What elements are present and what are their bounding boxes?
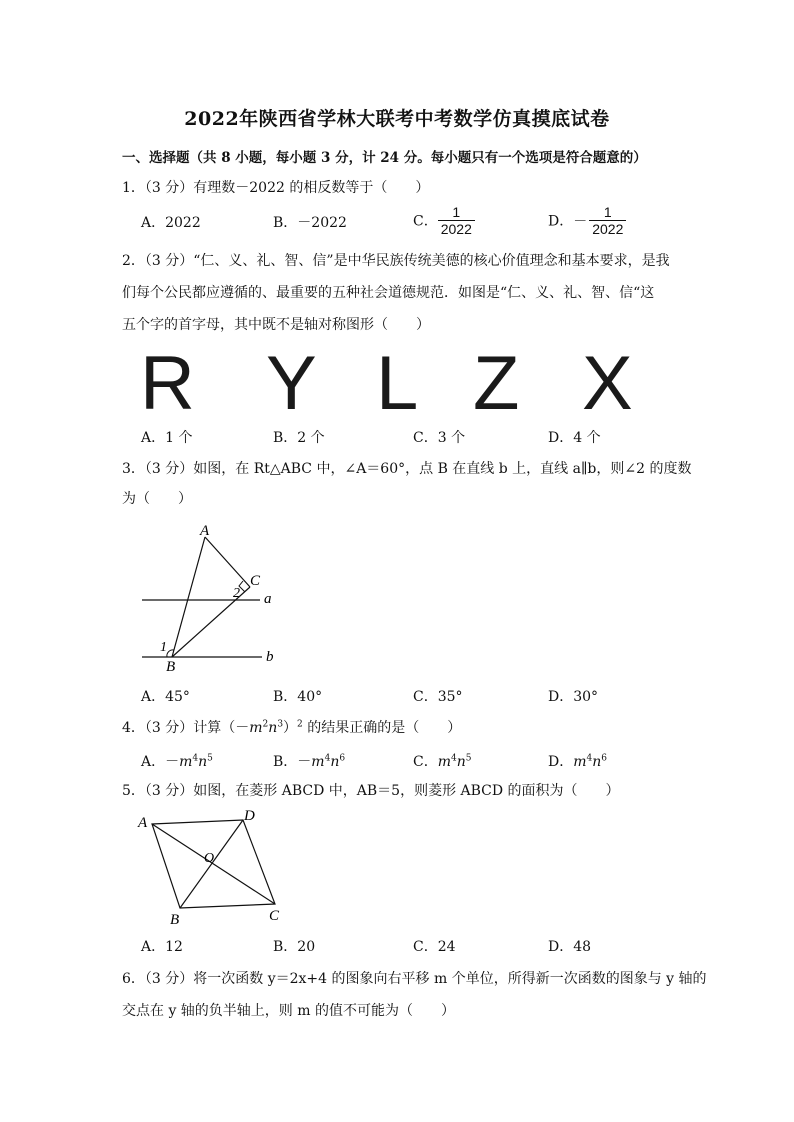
question-6-line-1: 6．（3 分）将一次函数 y＝2x+4 的图象向右平移 m 个单位，所得新一次函数的图象与 y 轴的 — [122, 971, 707, 987]
var-m: m — [573, 754, 587, 770]
q3-triangle-figure — [130, 515, 300, 675]
q3-option-a: A．45° — [141, 689, 190, 705]
label-angle-2: 2 — [233, 586, 240, 601]
q2-option-a: A．1 个 — [141, 430, 193, 446]
section-heading: 一、选择题（共 8 小题，每小题 3 分，计 24 分。每小题只有一个选项是符合题意的） — [122, 150, 647, 166]
exponent: 5 — [465, 753, 472, 764]
q1-option-d-fraction — [589, 204, 626, 237]
exponent: 6 — [601, 753, 608, 764]
var-n: n — [198, 754, 208, 770]
side-ab — [172, 537, 205, 657]
letter-r: R — [140, 341, 195, 426]
exponent: 5 — [207, 753, 213, 764]
option-label: D． — [548, 754, 574, 770]
q3-option-c: C．35° — [413, 689, 463, 705]
q5-option-b: B．20 — [273, 939, 316, 955]
q3-option-d: D．30° — [548, 689, 599, 705]
letter-l: L — [376, 341, 419, 426]
label-vertex-a: A — [138, 815, 148, 831]
q4-stem-suffix: 的结果正确的是（ ） — [302, 720, 462, 736]
exponent: 2 — [262, 719, 269, 730]
label-line-a: a — [264, 591, 272, 607]
exponent: 4 — [586, 753, 593, 764]
q4-option-c — [413, 751, 472, 771]
q1-option-d-label: D． — [548, 213, 574, 230]
question-6-line-2: 交点在 y 轴的负半轴上，则 m 的值不可能为（ ） — [122, 1003, 455, 1019]
exponent: 4 — [451, 753, 457, 764]
option-label: B．－ — [273, 754, 312, 770]
q2-option-b: B．2 个 — [273, 430, 325, 446]
exponent: 2 — [297, 719, 303, 730]
question-2-line-3: 五个字的首字母，其中既不是轴对称图形（ ） — [122, 317, 430, 333]
fraction-denominator: 2022 — [438, 220, 475, 237]
label-vertex-c: C — [269, 908, 280, 924]
q5-option-c: C．24 — [413, 939, 456, 955]
label-angle-1: 1 — [160, 640, 167, 655]
question-4-stem — [122, 717, 461, 737]
q1-option-c-label: C． — [413, 213, 438, 230]
q4-stem-prefix: 4．（3 分）计算（－ — [122, 720, 250, 736]
question-2-line-2: 们每个公民都应遵循的、最重要的五种社会道德规范．如图是“仁、义、礼、智、信“这 — [122, 285, 655, 301]
letter-x: X — [582, 341, 633, 426]
fraction-numerator: 1 — [452, 204, 461, 220]
q5-option-a: A．12 — [141, 939, 183, 955]
q3-option-b: B．40° — [273, 689, 323, 705]
q2-option-c: C．3 个 — [413, 430, 466, 446]
side-ac — [205, 537, 250, 587]
letter-z: Z — [473, 341, 520, 426]
q1-option-a: A．2022 — [141, 215, 201, 231]
page-title: 2022年陕西省学林大联考中考数学仿真摸底试卷 — [184, 108, 610, 130]
var-m: m — [437, 754, 451, 770]
fraction-denominator: 2022 — [589, 220, 626, 237]
q1-option-c — [413, 204, 475, 237]
q1-option-b: B．－2022 — [273, 215, 347, 231]
letter-y: Y — [266, 341, 317, 426]
q1-option-c-fraction — [438, 204, 475, 237]
var-m: m — [249, 720, 263, 736]
exponent: 4 — [324, 753, 331, 764]
q4-option-d — [548, 751, 607, 771]
var-n: n — [592, 754, 602, 770]
label-b-vertex: B — [166, 659, 176, 675]
option-label: C． — [413, 754, 438, 770]
label-vertex-d: D — [244, 808, 255, 824]
var-m: m — [179, 754, 193, 770]
q5-rhombus-figure — [130, 806, 300, 928]
exponent: 3 — [277, 719, 284, 730]
question-1-stem: 1．（3 分）有理数－2022 的相反数等于（ ） — [122, 180, 430, 196]
label-a-vertex: A — [200, 523, 210, 539]
var-n: n — [330, 754, 340, 770]
exponent: 4 — [192, 753, 199, 764]
label-line-b: b — [266, 649, 274, 665]
label-vertex-b: B — [170, 912, 180, 928]
close-paren: ） — [283, 720, 298, 736]
q5-option-d: D．48 — [548, 939, 592, 955]
question-3-line-2: 为（ ） — [122, 491, 192, 507]
question-3-line-1: 3．（3 分）如图，在 Rt△ABC 中，∠A＝60°，点 B 在直线 b 上，直线 a∥b，则∠2 的度数 — [122, 461, 692, 477]
var-n: n — [456, 754, 466, 770]
q1-option-d — [548, 204, 626, 237]
question-5-stem: 5．（3 分）如图，在菱形 ABCD 中，AB＝5，则菱形 ABCD 的面积为（ ） — [122, 783, 620, 799]
q2-option-d: D．4 个 — [548, 430, 601, 446]
fraction-numerator: 1 — [603, 204, 612, 220]
option-label: A．－ — [141, 754, 180, 770]
exponent: 6 — [339, 753, 346, 764]
var-n: n — [268, 720, 278, 736]
minus-sign: － — [573, 213, 588, 230]
label-center-o: O — [204, 851, 215, 866]
q4-option-a — [141, 751, 213, 771]
q4-option-b — [273, 751, 345, 771]
var-m: m — [311, 754, 325, 770]
label-c-vertex: C — [250, 573, 261, 589]
q2-letters-figure — [130, 340, 650, 426]
question-2-line-1: 2．（3 分）“仁、义、礼、智、信”是中华民族传统美德的核心价值理念和基本要求，是我 — [122, 253, 670, 269]
